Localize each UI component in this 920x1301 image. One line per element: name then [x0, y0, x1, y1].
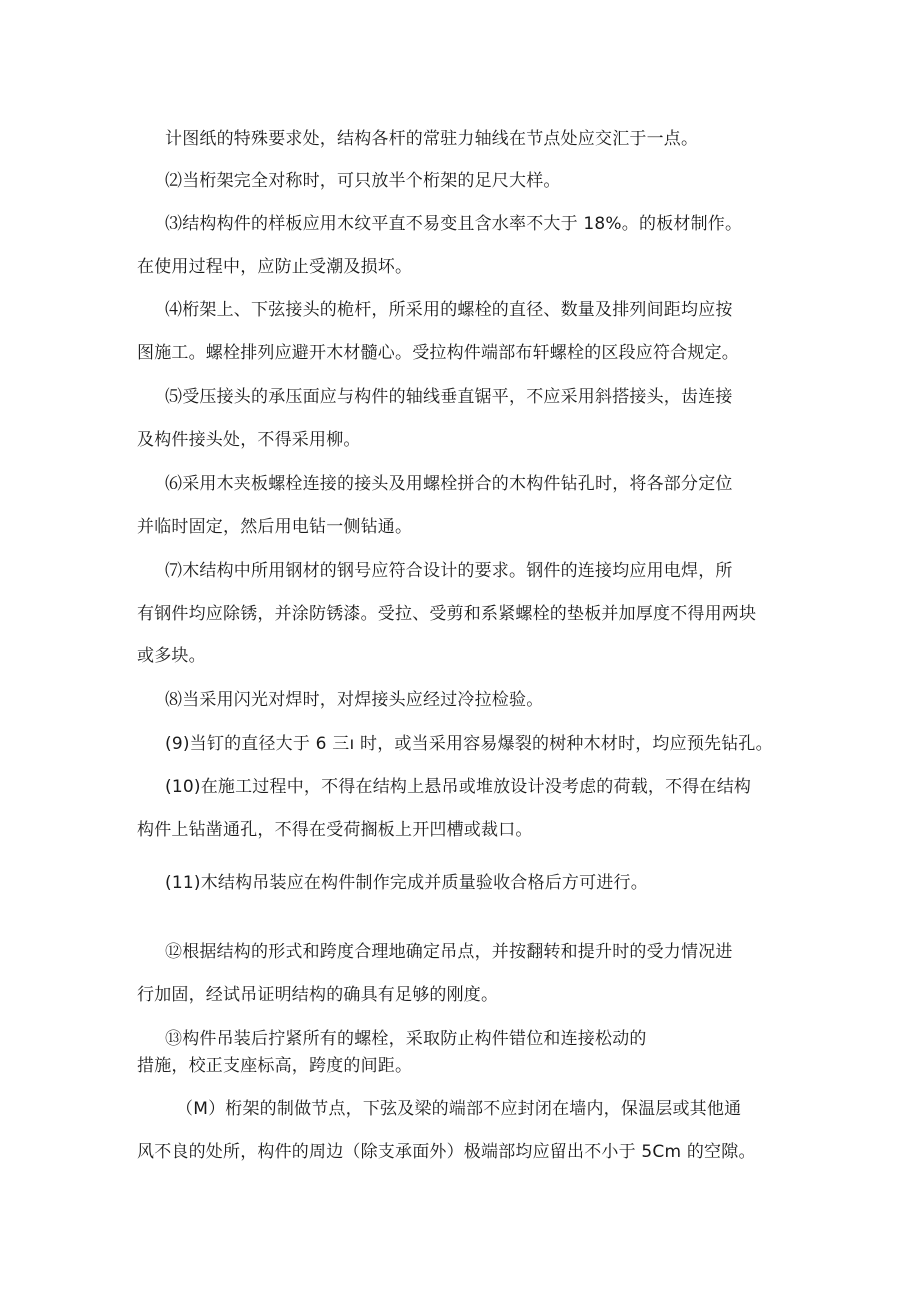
text-line: ⑸受压接头的承压面应与构件的轴线垂直锯平，不应采用斜搭接头，齿连接 [165, 387, 733, 407]
text-line: （M）桁架的制做节点，下弦及梁的端部不应封闭在墙内，保温层或其他通 [176, 1099, 742, 1119]
text-line: 有钢件均应除锈，并涂防锈漆。受拉、受剪和系紧螺栓的垫板并加厚度不得用两块 [137, 604, 757, 624]
text-line: 并临时固定，然后用电钻一侧钻通。 [137, 517, 413, 537]
text-line: (10)在施工过程中，不得在结构上悬吊或堆放设计没考虑的荷载，不得在结构 [165, 777, 752, 797]
text-line: ⑵当桁架完全对称时，可只放半个桁架的足尺大样。 [165, 171, 561, 191]
text-line: 计图纸的特殊要求处，结构各杆的常驻力轴线在节点处应交汇于一点。 [165, 129, 699, 149]
text-line: 在使用过程中，应防止受潮及损坏。 [137, 257, 413, 277]
text-line: ⑶结构构件的样板应用木纹平直不易变且含水率不大于 18%。的板材制作。 [165, 214, 743, 234]
text-line: ⑺木结构中所用钢材的钢号应符合设计的要求。钢件的连接均应用电焊，所 [165, 561, 733, 581]
text-line: 风不良的处所，构件的周边（除支承面外）极端部均应留出不小于 5Cm 的空隙。 [137, 1142, 756, 1162]
text-line: 行加固，经试吊证明结构的确具有足够的刚度。 [137, 985, 499, 1005]
text-line: ⑷桁架上、下弦接头的桅杆，所采用的螺栓的直径、数量及排列间距均应按 [165, 300, 733, 320]
text-line: (11)木结构吊装应在构件制作完成并质量验收合格后方可进行。 [165, 873, 648, 893]
text-line: ⑫根据结构的形式和跨度合理地确定吊点，并按翻转和提升时的受力情况进 [165, 942, 733, 962]
text-line: 图施工。螺栓排列应避开木材髓心。受拉构件端部布轩螺栓的区段应符合规定。 [137, 343, 739, 363]
text-line: 或多块。 [137, 646, 206, 666]
text-line: (9)当钉的直径大于 6 三ı 时，或当采用容易爆裂的树种木材时，均应预先钻孔。 [165, 734, 773, 754]
text-line: 措施，校正支座标高，跨度的间距。 [137, 1056, 413, 1076]
text-line: 及构件接头处，不得采用柳。 [137, 430, 361, 450]
text-line: ⑻当采用闪光对焊时，对焊接头应经过冷拉检验。 [165, 690, 544, 710]
text-line: 构件上钻凿通孔，不得在受荷搁板上开凹槽或裁口。 [137, 820, 533, 840]
text-line: ⑬构件吊装后拧紧所有的螺栓，采取防止构件错位和连接松动的 [165, 1029, 647, 1049]
text-line: ⑹采用木夹板螺栓连接的接头及用螺栓拼合的木构件钻孔时，将各部分定位 [165, 474, 733, 494]
